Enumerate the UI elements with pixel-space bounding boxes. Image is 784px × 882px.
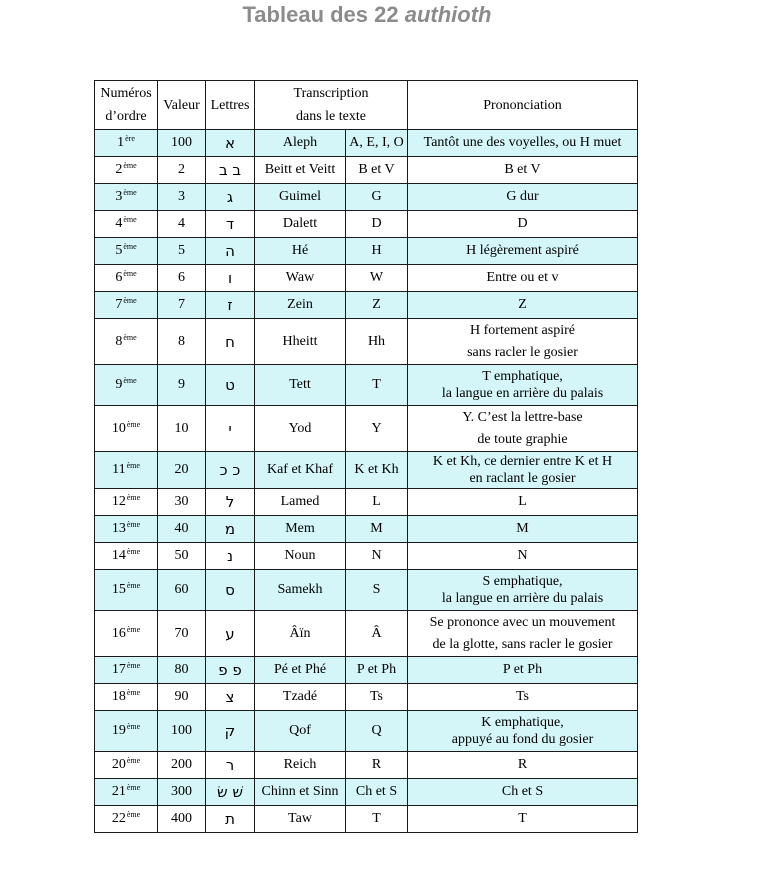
prononciation-line: Z [518, 297, 527, 312]
cell-prononciation [408, 779, 638, 806]
table-row [95, 489, 638, 516]
cell-nom: Dalett [255, 211, 346, 238]
cell-lettre: ע [206, 611, 255, 657]
cell-ordre [95, 406, 158, 452]
ordre-number: 8 [115, 333, 123, 349]
ordre-number: 11 [112, 462, 126, 477]
ordre-suffix: ème [123, 242, 137, 251]
cell-ordre [95, 711, 158, 752]
header-prononciation: Prononciation [408, 81, 638, 130]
table-row [95, 406, 638, 452]
cell-lettre: ק [206, 711, 255, 752]
cell-nom: Tett [255, 365, 346, 406]
ordre-suffix: ème [123, 269, 137, 278]
cell-lettre: כ כ [206, 452, 255, 489]
prononciation-line: N [517, 548, 528, 563]
cell-valeur: 100 [158, 711, 206, 752]
prononciation-line: R [517, 757, 528, 772]
ordre-number: 12 [111, 494, 126, 509]
cell-valeur: 70 [158, 611, 206, 657]
cell-prononciation [408, 806, 638, 833]
cell-prononciation [408, 184, 638, 211]
ordre-number: 2 [115, 162, 123, 177]
cell-ordre [95, 570, 158, 611]
table-row [95, 657, 638, 684]
cell-prononciation [408, 238, 638, 265]
cell-nom: Âïn [255, 611, 346, 657]
cell-prononciation [408, 265, 638, 292]
ordre-number: 21 [111, 784, 126, 799]
cell-prononciation [408, 489, 638, 516]
cell-lettre: מ [206, 516, 255, 543]
title-emphasis: authioth [404, 2, 492, 27]
cell-ordre [95, 489, 158, 516]
table-row [95, 265, 638, 292]
ordre-suffix: ème [126, 783, 141, 792]
cell-ordre [95, 452, 158, 489]
ordre-number: 14 [111, 548, 126, 563]
cell-translit: M [346, 516, 408, 543]
ordre-suffix: ème [126, 624, 141, 634]
ordre-suffix: ème [126, 547, 141, 556]
cell-nom: Zein [255, 292, 346, 319]
cell-valeur: 100 [158, 130, 206, 157]
ordre-suffix: ème [123, 296, 137, 305]
cell-translit: Q [346, 711, 408, 752]
cell-lettre: ר [206, 752, 255, 779]
cell-translit: A, E, I, O [346, 130, 408, 157]
prononciation-line: de toute graphie [477, 431, 568, 447]
cell-lettre: י [206, 406, 255, 452]
prononciation-line: sans racler le gosier [467, 344, 578, 360]
cell-valeur: 7 [158, 292, 206, 319]
cell-prononciation [408, 657, 638, 684]
cell-nom: Yod [255, 406, 346, 452]
cell-translit: Ch et S [346, 779, 408, 806]
ordre-suffix: ème [126, 722, 141, 731]
cell-ordre [95, 157, 158, 184]
cell-ordre [95, 516, 158, 543]
cell-lettre: א [206, 130, 255, 157]
cell-nom: Taw [255, 806, 346, 833]
cell-ordre [95, 779, 158, 806]
page-title [0, 2, 734, 28]
table-body [95, 130, 638, 833]
cell-valeur: 50 [158, 543, 206, 570]
cell-lettre: ח [206, 319, 255, 365]
prononciation-line: appuyé au fond du gosier [451, 732, 594, 747]
cell-lettre: ה [206, 238, 255, 265]
ordre-suffix: ème [126, 661, 141, 670]
cell-prononciation [408, 319, 638, 365]
cell-translit: L [346, 489, 408, 516]
cell-prononciation [408, 406, 638, 452]
cell-translit: Ts [346, 684, 408, 711]
cell-lettre: ב ב [206, 157, 255, 184]
ordre-number: 1 [117, 135, 125, 150]
cell-valeur: 400 [158, 806, 206, 833]
cell-translit: R [346, 752, 408, 779]
ordre-number: 17 [111, 662, 126, 677]
ordre-number: 10 [111, 420, 126, 436]
ordre-suffix: ème [126, 520, 141, 529]
cell-lettre: ד [206, 211, 255, 238]
ordre-suffix: ème [126, 810, 141, 819]
cell-translit: G [346, 184, 408, 211]
cell-ordre [95, 806, 158, 833]
alphabet-table [94, 80, 638, 833]
cell-valeur: 60 [158, 570, 206, 611]
cell-prononciation [408, 365, 638, 406]
ordre-number: 5 [115, 243, 123, 258]
cell-ordre [95, 211, 158, 238]
cell-nom: Aleph [255, 130, 346, 157]
cell-lettre: ל [206, 489, 255, 516]
cell-translit: Z [346, 292, 408, 319]
cell-nom: Mem [255, 516, 346, 543]
cell-nom: Hheitt [255, 319, 346, 365]
table-row [95, 711, 638, 752]
table-row [95, 211, 638, 238]
ordre-suffix: ème [123, 332, 137, 342]
cell-ordre [95, 543, 158, 570]
prononciation-line: la langue en arrière du palais [441, 386, 604, 401]
prononciation-line: Ch et S [501, 784, 544, 799]
cell-prononciation [408, 516, 638, 543]
prononciation-line: M [516, 521, 529, 536]
cell-nom: Lamed [255, 489, 346, 516]
cell-nom: Guimel [255, 184, 346, 211]
cell-valeur: 30 [158, 489, 206, 516]
cell-lettre: נ [206, 543, 255, 570]
cell-valeur: 80 [158, 657, 206, 684]
cell-prononciation [408, 711, 638, 752]
cell-prononciation [408, 570, 638, 611]
cell-translit: H [346, 238, 408, 265]
cell-translit: S [346, 570, 408, 611]
ordre-number: 13 [111, 521, 126, 536]
cell-valeur: 200 [158, 752, 206, 779]
cell-translit: K et Kh [346, 452, 408, 489]
cell-lettre: ו [206, 265, 255, 292]
cell-nom: Tzadé [255, 684, 346, 711]
ordre-suffix: ème [126, 756, 141, 765]
prononciation-line: H légèrement aspiré [466, 243, 579, 258]
ordre-number: 19 [111, 723, 126, 738]
cell-prononciation [408, 452, 638, 489]
cell-lettre: צ [206, 684, 255, 711]
header-row [95, 81, 638, 130]
cell-translit: P et Ph [346, 657, 408, 684]
table-row [95, 292, 638, 319]
cell-valeur: 8 [158, 319, 206, 365]
table-row [95, 238, 638, 265]
ordre-number: 7 [115, 297, 123, 312]
cell-translit: D [346, 211, 408, 238]
cell-valeur: 90 [158, 684, 206, 711]
table-row [95, 452, 638, 489]
cell-translit: B et V [346, 157, 408, 184]
cell-prononciation [408, 684, 638, 711]
cell-valeur: 3 [158, 184, 206, 211]
cell-translit: Â [346, 611, 408, 657]
cell-ordre [95, 130, 158, 157]
prononciation-line: H fortement aspiré [470, 322, 575, 338]
cell-nom: Samekh [255, 570, 346, 611]
prononciation-line: K emphatique, [481, 715, 564, 730]
table-row [95, 365, 638, 406]
ordre-suffix: ème [126, 461, 140, 470]
prononciation-line: Entre ou et v [486, 270, 559, 285]
cell-translit: T [346, 806, 408, 833]
cell-nom: Hé [255, 238, 346, 265]
prononciation-line: G dur [506, 189, 539, 204]
prononciation-line: T [518, 811, 527, 826]
ordre-number: 3 [115, 189, 123, 204]
cell-prononciation [408, 130, 638, 157]
prononciation-line: de la glotte, sans racler le gosier [432, 636, 613, 652]
header-transcription: Transcription dans le texte [255, 81, 408, 130]
table-row [95, 570, 638, 611]
prononciation-line: B et V [504, 162, 541, 177]
cell-ordre [95, 319, 158, 365]
cell-nom: Pé et Phé [255, 657, 346, 684]
ordre-suffix: ème [123, 376, 137, 385]
prononciation-line: S emphatique, [482, 574, 563, 589]
cell-nom: Kaf et Khaf [255, 452, 346, 489]
prononciation-line: Tantôt une des voyelles, ou H muet [423, 135, 622, 150]
table-row [95, 684, 638, 711]
cell-prononciation [408, 292, 638, 319]
cell-lettre: שׁ שׂ [206, 779, 255, 806]
prononciation-line: L [518, 494, 527, 509]
cell-nom: Qof [255, 711, 346, 752]
prononciation-line: Se prononce avec un mouvement [429, 614, 616, 630]
cell-translit: Hh [346, 319, 408, 365]
cell-lettre: ג [206, 184, 255, 211]
cell-ordre [95, 657, 158, 684]
title-main: Tableau des 22 [242, 2, 399, 27]
ordre-number: 15 [111, 582, 126, 597]
prononciation-line: Y. C’est la lettre-base [462, 409, 583, 425]
ordre-number: 22 [111, 811, 126, 826]
cell-valeur: 5 [158, 238, 206, 265]
cell-valeur: 9 [158, 365, 206, 406]
ordre-number: 4 [115, 216, 123, 231]
cell-ordre [95, 292, 158, 319]
table-row [95, 516, 638, 543]
cell-translit: T [346, 365, 408, 406]
cell-valeur: 6 [158, 265, 206, 292]
cell-ordre [95, 265, 158, 292]
prononciation-line: K et Kh, ce dernier entre K et H [432, 454, 613, 469]
prononciation-line: D [517, 216, 528, 231]
table-row [95, 157, 638, 184]
cell-valeur: 300 [158, 779, 206, 806]
cell-valeur: 20 [158, 452, 206, 489]
cell-ordre [95, 684, 158, 711]
cell-nom: Waw [255, 265, 346, 292]
cell-prononciation [408, 211, 638, 238]
cell-ordre [95, 752, 158, 779]
header-valeur: Valeur [158, 81, 206, 130]
header-ordre: Numéros d’ordre [95, 81, 158, 130]
cell-translit: Y [346, 406, 408, 452]
ordre-suffix: ème [126, 493, 141, 502]
cell-translit: N [346, 543, 408, 570]
table-row [95, 752, 638, 779]
cell-nom: Chinn et Sinn [255, 779, 346, 806]
cell-lettre: ט [206, 365, 255, 406]
prononciation-line: Ts [515, 689, 530, 704]
cell-translit: W [346, 265, 408, 292]
table-row [95, 319, 638, 365]
cell-prononciation [408, 157, 638, 184]
header-lettres: Lettres [206, 81, 255, 130]
ordre-number: 9 [115, 377, 123, 392]
cell-valeur: 4 [158, 211, 206, 238]
ordre-suffix: ère [125, 134, 135, 143]
table-row [95, 611, 638, 657]
ordre-suffix: ème [123, 161, 137, 170]
table-row [95, 543, 638, 570]
prononciation-line: T emphatique, [482, 369, 563, 384]
table-row [95, 184, 638, 211]
ordre-number: 18 [111, 689, 126, 704]
ordre-suffix: ème [126, 581, 141, 590]
ordre-suffix: ème [123, 188, 137, 197]
cell-nom: Beitt et Veitt [255, 157, 346, 184]
prononciation-line: la langue en arrière du palais [441, 591, 604, 606]
cell-lettre: ז [206, 292, 255, 319]
cell-lettre: ס [206, 570, 255, 611]
cell-lettre: ת [206, 806, 255, 833]
cell-lettre: פ פ [206, 657, 255, 684]
prononciation-line: P et Ph [502, 662, 543, 677]
table-row [95, 130, 638, 157]
cell-valeur: 40 [158, 516, 206, 543]
ordre-suffix: ème [123, 215, 137, 224]
ordre-suffix: ème [126, 688, 141, 697]
cell-valeur: 2 [158, 157, 206, 184]
cell-nom: Reich [255, 752, 346, 779]
cell-ordre [95, 611, 158, 657]
ordre-number: 6 [115, 270, 123, 285]
ordre-number: 16 [111, 625, 126, 641]
cell-valeur: 10 [158, 406, 206, 452]
cell-ordre [95, 184, 158, 211]
ordre-number: 20 [111, 757, 126, 772]
cell-prononciation [408, 543, 638, 570]
cell-prononciation [408, 611, 638, 657]
prononciation-line: en raclant le gosier [469, 471, 576, 486]
cell-ordre [95, 238, 158, 265]
cell-nom: Noun [255, 543, 346, 570]
table-row [95, 779, 638, 806]
cell-prononciation [408, 752, 638, 779]
cell-ordre [95, 365, 158, 406]
ordre-suffix: ème [126, 419, 141, 429]
table-row [95, 806, 638, 833]
